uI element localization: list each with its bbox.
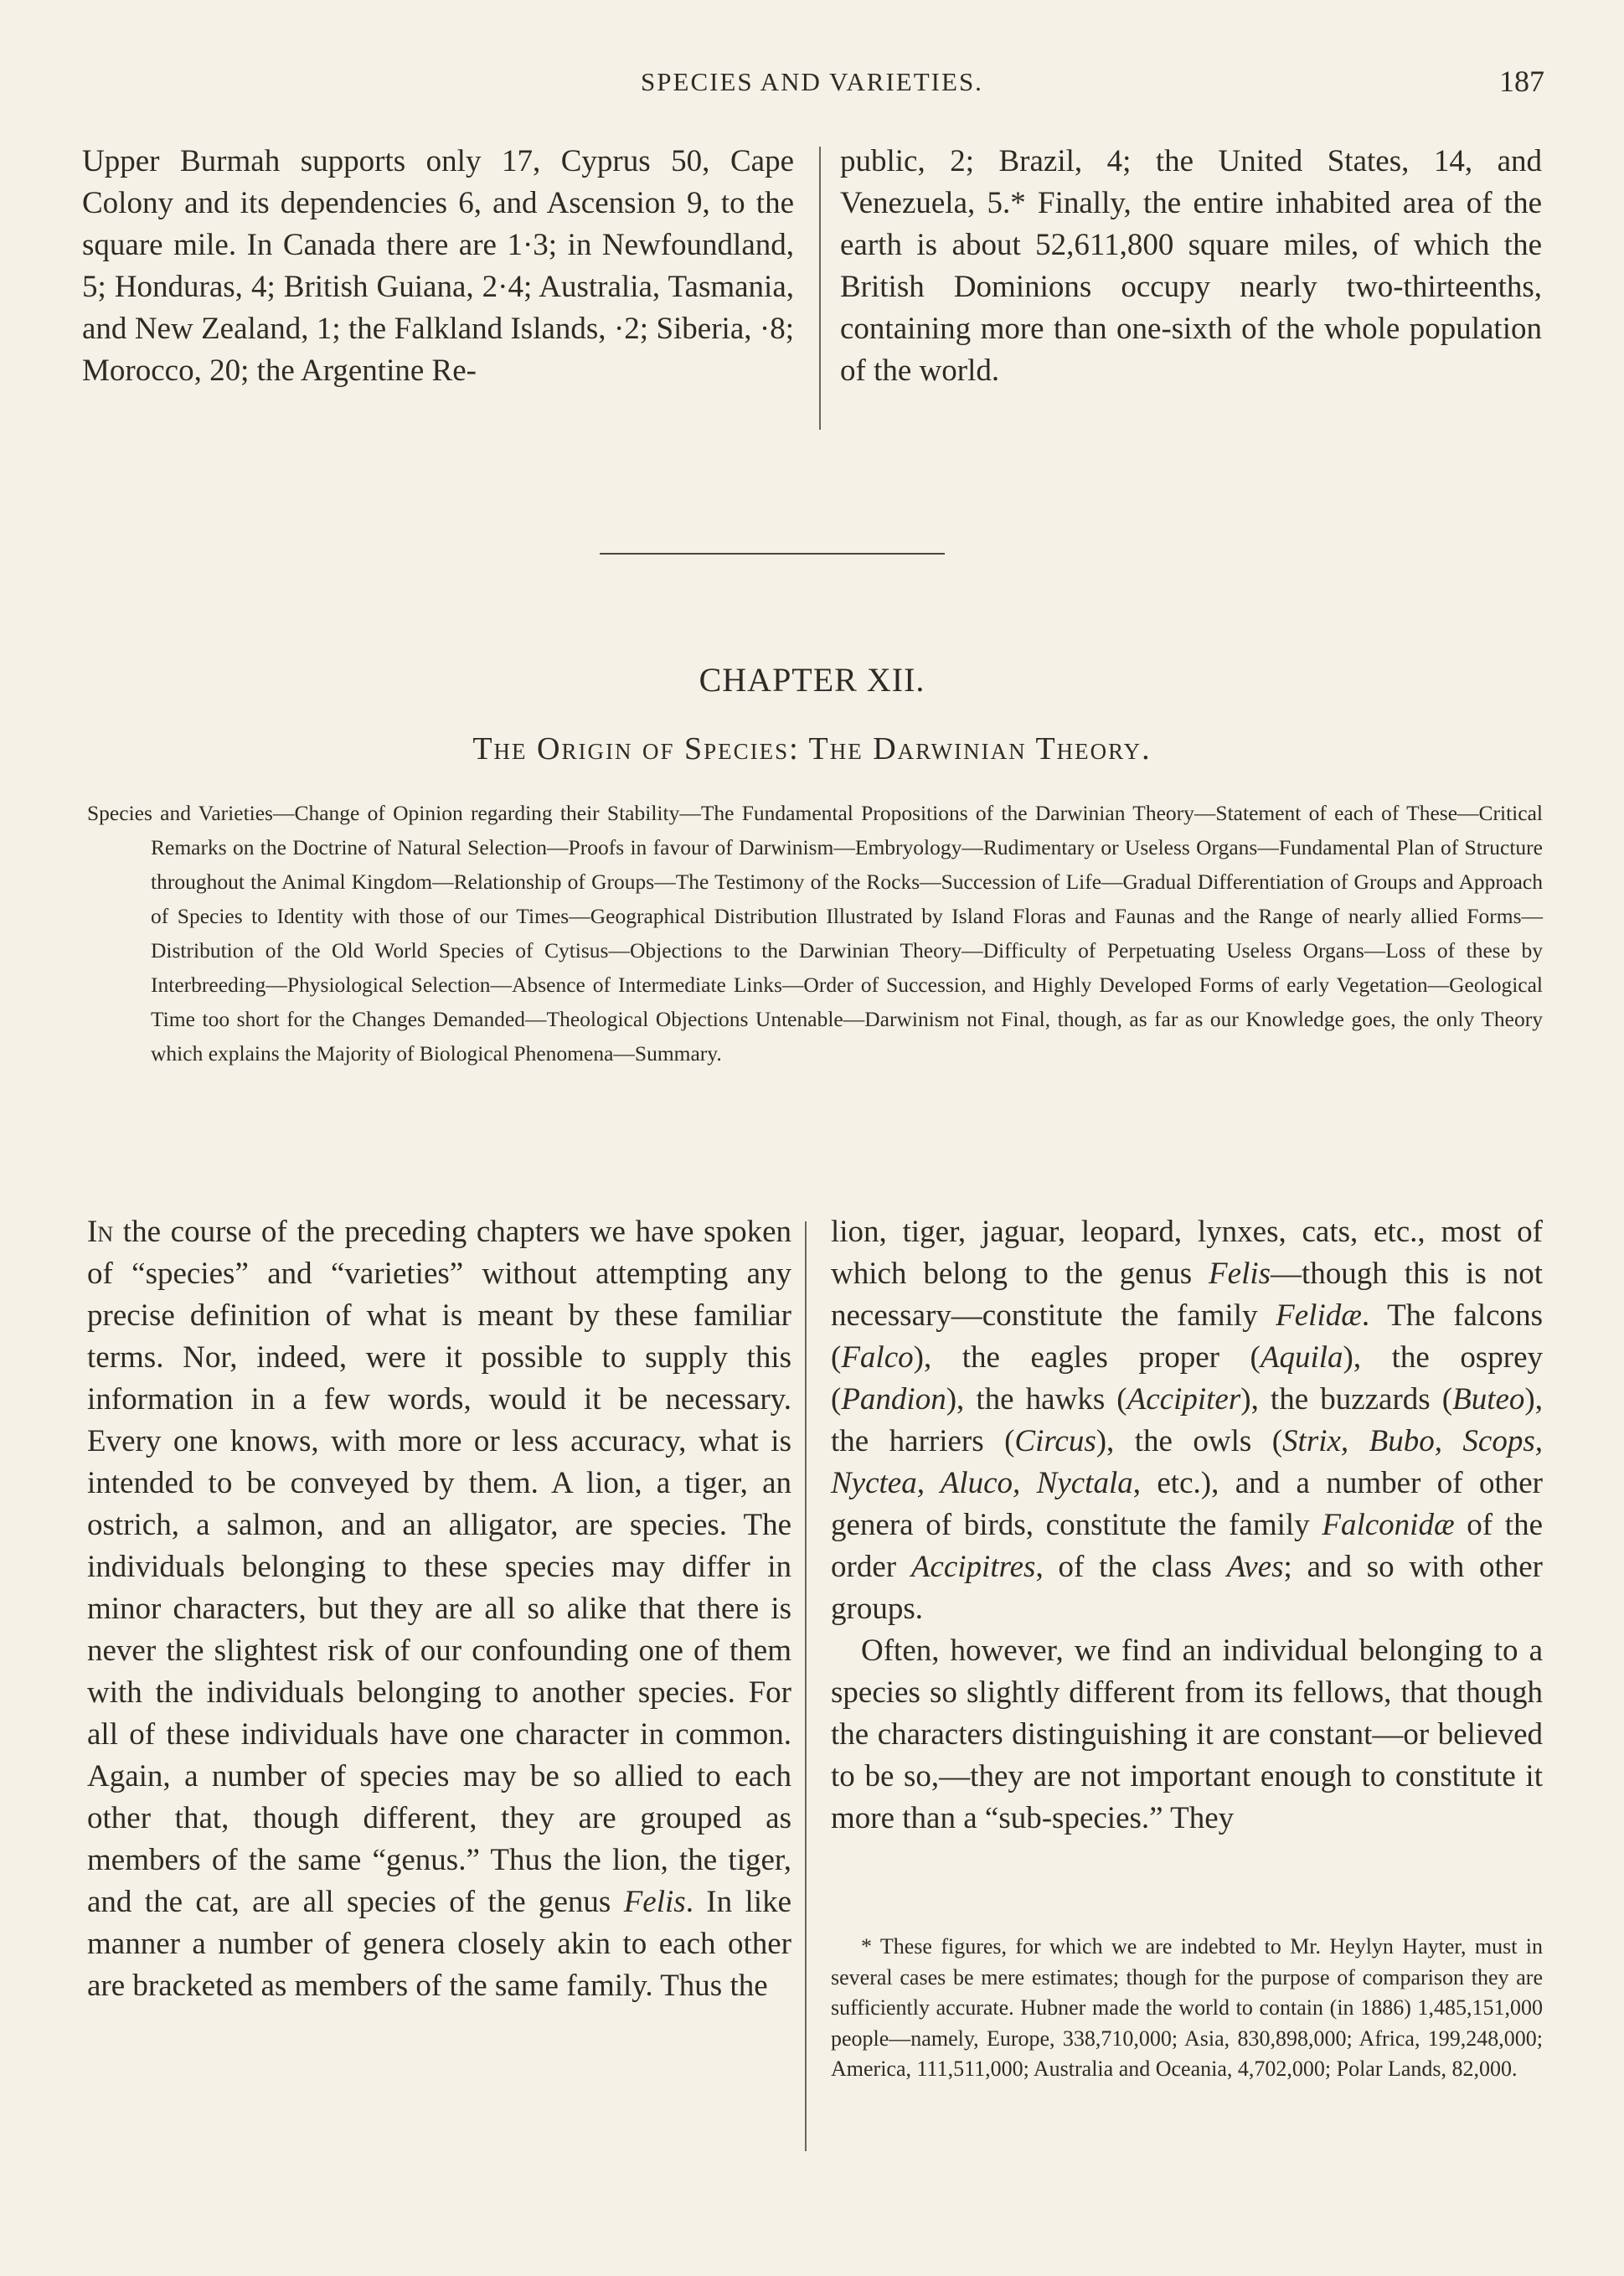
column-divider-bottom [805,1221,807,2151]
drop-cap: In [87,1215,114,1249]
section-divider [600,553,945,555]
top-left-column [82,141,794,392]
chapter-title: The Origin of Species: The Darwinian Theory. [472,731,1152,766]
chapter-number: CHAPTER XII. [699,661,925,699]
running-header: SPECIES AND VARIETIES. [641,67,983,96]
body-left-column [87,1211,791,2007]
body-right-column [831,1211,1543,1840]
page-number: 187 [1499,65,1544,98]
chapter-synopsis: Species and Varieties—Change of Opinion regarding their Stability—The Fundamental Propositions of the Darwinian Theory—Statement of each of These—Critical Remarks on the Doctrine of Natural Selection—Proofs in favour of Darwinism—Embryology—Rudimentary or Useless Organs—Fundamental Plan of Structure throughout the Animal Kingdom—Relationship of Groups—The Testimony of the Rocks—Succession of Life—Gradual Differentiation of Groups and Approach of Species to Identity with those of our Times—Geographical Distribution Illustrated by Island Floras and Faunas and the Range of nearly allied Forms—Distribution of the Old World Species of Cytisus—Objections to the Darwinian Theory—Difficulty of Perpetuating Useless Organs—Loss of these by Interbreeding—Physiological Selection—Absence of Intermediate Links—Order of Succession, and Highly Developed Forms of early Vegetation—Geological Time too short for the Changes Demanded—Theological Objections Untenable—Darwinism not Final, though, as far as our Knowledge goes, the only Theory which explains the Majority of Biological Phenomena—Summary. [87,801,1543,1066]
footnote: * These figures, for which we are indebted to Mr. Heylyn Hayter, must in several cases be mere estimates; though for the purpose of comparison they are sufficiently accurate. Hubner made the world to contain (in 1886) 1,485,151,000 people—namely, Europe, 338,710,000; Asia, 830,898,000; Africa, 199,248,000; America, 111,511,000; Australia and Oceania, 4,702,000; Polar Lands, 82,000. [831,1934,1543,2081]
top-right-column [840,141,1542,392]
top-left-paragraph: Upper Burmah supports only 17, Cyprus 50, Cape Colony and its dependencies 6, and Ascension 9, to the square mile. In Canada there are 1·3; in Newfoundland, 5; Honduras, 4; British Guiana, 2·4; Australia, Tasmania, and New Zealand, 1; the Falkland Islands, ·2; Siberia, ·8; Morocco, 20; the Argentine Re- [82,144,794,388]
body-paragraph-1-continued: lion, tiger, jaguar, leopard, lynxes, cats, etc., most of which belong to the genus Felis—though this is not necessary—constitute the family Felidæ. The falcons (Falco), the eagles proper (Aquila), the osprey (Pandion), the hawks (Accipiter), the buzzards (Buteo), the harriers (Circus), the owls (Strix, Bubo, Scops, Nyctea, Aluco, Nyctala, etc.), and a number of other genera of birds, constitute the family Falconidæ of the order Accipitres, of the class Aves; and so with other groups. [831,1215,1543,1626]
top-right-paragraph: public, 2; Brazil, 4; the United States, 14, and Venezuela, 5.* Finally, the entire inhabited area of the earth is about 52,611,800 square miles, of which the British Dominions occupy nearly two-thirteenths, containing more than one-sixth of the whole population of the world. [840,144,1542,388]
body-paragraph-1: In the course of the preceding chapters we have spoken of “species” and “varieties” without attempting any precise definition of what is meant by these familiar terms. Nor, indeed, were it possible to supply this information in a few words, would it be necessary. Every one knows, with more or less accuracy, what is intended to be conveyed by them. A lion, a tiger, an ostrich, a salmon, and an alligator, are species. The individuals belonging to these species may differ in minor characters, but they are all so alike that there is never the slightest risk of our confounding one of them with the individuals belonging to another species. For all of these individuals have one character in common. Again, a number of species may be so allied to each other that, though different, they are grouped as members of the same “genus.” Thus the lion, the tiger, and the cat, are all species of the genus Felis. In like manner a number of genera closely akin to each other are bracketed as members of the same family. Thus the [87,1215,791,2003]
column-divider-top [819,147,821,430]
body-paragraph-2: Often, however, we find an individual belonging to a species so slightly different from its fellows, that though the characters distinguishing it are constant—or believed to be so,—they are not important enough to constitute it more than a “sub-species.” They [831,1633,1543,1835]
